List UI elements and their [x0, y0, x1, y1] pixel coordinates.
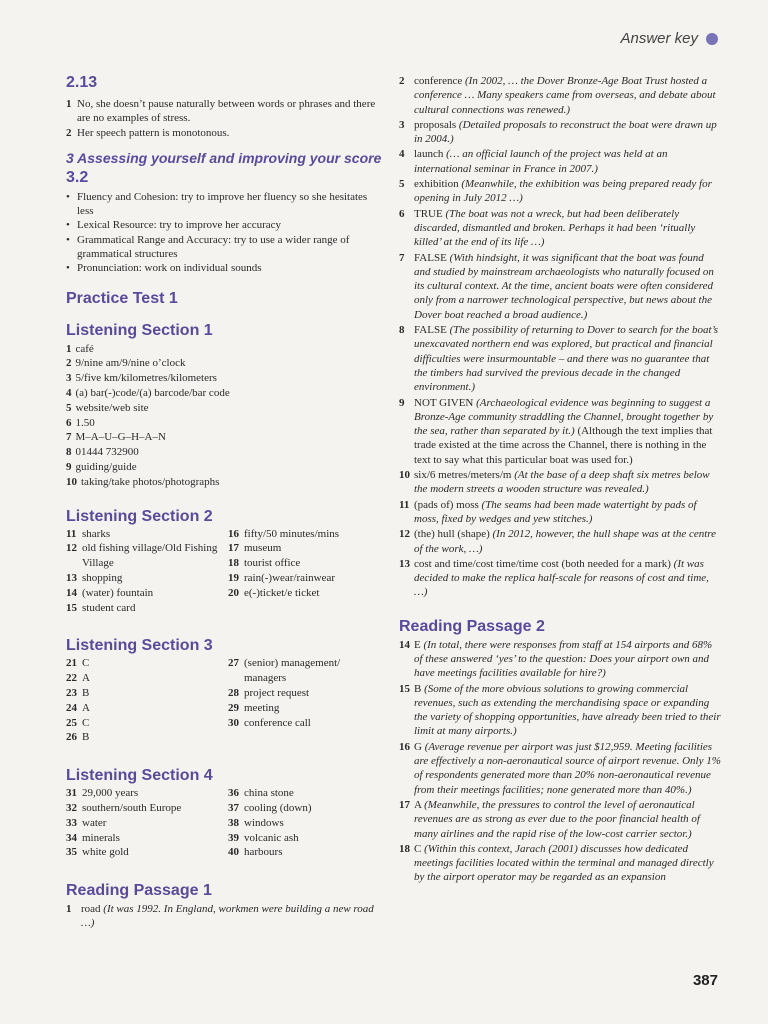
listening-section-4-title: Listening Section 4	[66, 767, 213, 785]
list-item: 9 NOT GIVEN (Archaeological evidence was beginning to suggest a Bronze-Age community straddling the Channel, brought together by the sea, rather than separated by it.) (Although the text implies that trade existed at the time across the Channel, there is nothing in the text to say what this particular boat was used for.)	[399, 396, 714, 466]
bullet-dot-icon	[706, 33, 718, 45]
section-title-3-2: 3.2	[66, 168, 89, 186]
listening-section-3-title: Listening Section 3	[66, 637, 213, 655]
list-item: 17 A (Meanwhile, the pressures to control the level of aeronautical revenues are as strong as ever due to the poor financial health of many airlines and the rapid rise of the low-cost carrier sector.)	[399, 798, 700, 840]
list-item: 1 No, she doesn’t pause naturally between words or phrases and there are no examples of stress.	[66, 98, 376, 125]
list-item: 27 (senior) management/ managers	[228, 657, 341, 685]
list-item: 10 taking/take photos/photographs	[66, 475, 220, 488]
list-item: 1 road (It was 1992. In England, workmen were building a new road …)	[66, 903, 374, 930]
list-item: 21 C	[66, 657, 90, 670]
list-item: 2 conference (In 2002, … the Dover Bronze-Age Boat Trust hosted a conference … Many speakers came from overseas, and debate about cultural connections was renewed.)	[399, 75, 716, 116]
listening-section-2-list	[66, 527, 384, 616]
list-item: 26 B	[66, 731, 90, 744]
list-item: 12 (the) hull (shape) (In 2012, however, the hull shape was at the centre of the work, …)	[399, 528, 717, 555]
list-item: 14 (water) fountain	[66, 586, 154, 599]
list-item: 6 TRUE (The boat was not a wreck, but had been deliberately discarded, dismantled and broken. Perhaps it had been ‘ritually killed’ at the end of its life …)	[399, 207, 696, 249]
listening-section-2-title: Listening Section 2	[66, 507, 213, 525]
list-item: 30 conference call	[228, 716, 311, 729]
list-2-13	[66, 97, 384, 140]
list-item: 3 5/five km/kilometres/kilometers	[66, 372, 217, 385]
list-item: 10 six/6 metres/meters/m (At the base of a deep shaft six metres below the modern streets a wooden structure was revealed.)	[399, 469, 710, 496]
list-item: 19 rain(-)wear/rainwear	[228, 572, 335, 585]
list-item: 6 1.50	[66, 416, 95, 429]
list-item: 23 B	[66, 687, 90, 700]
listening-section-4-list	[66, 786, 384, 860]
list-item: 34 minerals	[66, 831, 120, 844]
list-item: 24 A	[66, 701, 90, 714]
reading-passage-2-title: Reading Passage 2	[399, 617, 545, 635]
list-item: 39 volcanic ash	[228, 831, 299, 844]
list-item: 37 cooling (down)	[228, 802, 312, 814]
list-item: 11 sharks	[66, 527, 111, 540]
header-title: Answer key	[620, 30, 698, 47]
list-item: 18 C (Within this context, Jarach (2001) discusses how dedicated meetings facilities located within the terminal and managed directly by the airport operator may be regarded as an expansion	[399, 842, 714, 884]
list-item: 8 01444 732900	[66, 446, 139, 459]
list-item: 15 student card	[66, 601, 136, 614]
list-item: 36 china stone	[228, 787, 294, 800]
list-item: 31 29,000 years	[66, 787, 139, 800]
listening-section-1-title: Listening Section 1	[66, 321, 213, 339]
list-item: 40 harbours	[228, 846, 283, 859]
page-header	[620, 30, 718, 47]
list-item: 5 exhibition (Meanwhile, the exhibition was being prepared ready for opening in July 2012 …)	[399, 178, 712, 205]
list-item: 38 windows	[228, 816, 284, 829]
listening-section-1-list	[66, 342, 384, 490]
list-item: 7 M–A–U–G–H–A–N	[66, 431, 166, 444]
right-column	[399, 74, 721, 886]
list-item: 11 (pads of) moss (The seams had been made watertight by pads of moss, fixed by wedges and yew stitches.)	[399, 498, 697, 525]
list-item: 12 old fishing village/Old Fishing Village	[66, 542, 218, 570]
list-item: 2 9/nine am/9/nine o’clock	[66, 357, 186, 370]
list-item: 35 white gold	[66, 846, 129, 859]
page-number: 387	[692, 972, 718, 989]
list-item: 33 water	[66, 816, 107, 829]
list-item: 13 shopping	[66, 572, 123, 585]
list-item: 9 guiding/guide	[66, 461, 137, 474]
reading-passage-1-list	[66, 902, 384, 931]
list-item: 16 G (Average revenue per airport was just $12,959. Meeting facilities are effectively a non-aeronautical source of airport revenue. Only 1% of respondents generated more than 20% non-aeronautical revenue from their meetings facilities; none generated more than 40%.)	[399, 740, 721, 796]
list-item: 3 proposals (Detailed proposals to reconstruct the boat were drawn up in 2004.)	[399, 118, 717, 146]
list-item: 20 e(-)ticket/e ticket	[228, 586, 320, 599]
list-item: 4 (a) bar(-)code/(a) barcode/bar code	[66, 387, 230, 400]
list-item: • Lexical Resource: try to improve her accuracy	[66, 219, 282, 232]
list-item: 16 fifty/50 minutes/mins	[228, 527, 340, 540]
list-item: 1 café	[66, 342, 94, 355]
list-item: 25 C	[66, 716, 90, 729]
practice-test-title: Practice Test 1	[66, 289, 178, 307]
list-item: 29 meeting	[228, 701, 280, 714]
list-item: 15 B (Some of the more obvious solutions to growing commercial revenues, such as extending the merchandising space or expanding the variety of shopping opportunities, have already been tried to their limit at many airports.)	[399, 682, 721, 738]
list-item: 22 A	[66, 672, 90, 685]
assess-title: 3 Assessing yourself and improving your score	[66, 149, 382, 166]
list-item: 17 museum	[228, 542, 282, 555]
list-item: • Pronunciation: work on individual sounds	[66, 262, 262, 275]
list-item: • Grammatical Range and Accuracy: try to use a wider range of grammatical structures	[66, 233, 350, 261]
list-item: 2 Her speech pattern is monotonous.	[66, 126, 230, 139]
reading-passage-1-continued	[399, 74, 721, 600]
list-item: 32 southern/south Europe	[66, 802, 182, 814]
section-title-2-13: 2.13	[66, 74, 98, 91]
listening-section-3-list	[66, 656, 384, 745]
list-item: • Fluency and Cohesion: try to improve her fluency so she hesitates less	[66, 190, 368, 218]
bullets-3-2	[66, 190, 384, 276]
list-item: 5 website/web site	[66, 401, 149, 414]
list-item: 18 tourist office	[228, 557, 301, 570]
list-item: 14 E (In total, there were responses from staff at 154 airports and 68% of these answered ‘yes’ to the question: Does your airport own and have meetings facilities available for hire?)	[399, 638, 713, 680]
list-item: 13 cost and time/cost time/time cost (both needed for a mark) (It was decided to make the replica half-scale for reasons of cost and time, …)	[399, 557, 709, 599]
reading-passage-2-list	[399, 638, 721, 885]
list-item: 7 FALSE (With hindsight, it was significant that the boat was found and studied by mainstream archaeologists who naturally focused on its cultural context. At the time, ancient boats were often considered only from a narrower technological perspective, but news about the Dover boat reached a broad audience.)	[399, 251, 714, 321]
list-item: 4 launch (… an official launch of the project was held at an international seminar in France in 2007.)	[399, 148, 668, 175]
left-column	[66, 74, 384, 932]
list-item: 8 FALSE (The possibility of returning to Dover to search for the boat’s unexcavated northern end was explored, but practical and financial difficulties were insurmountable – and there was no guarantee that the timbers had survived the previous decade in the changed environment.)	[399, 324, 719, 394]
list-item: 28 project request	[228, 687, 310, 700]
reading-passage-1-title: Reading Passage 1	[66, 882, 212, 900]
